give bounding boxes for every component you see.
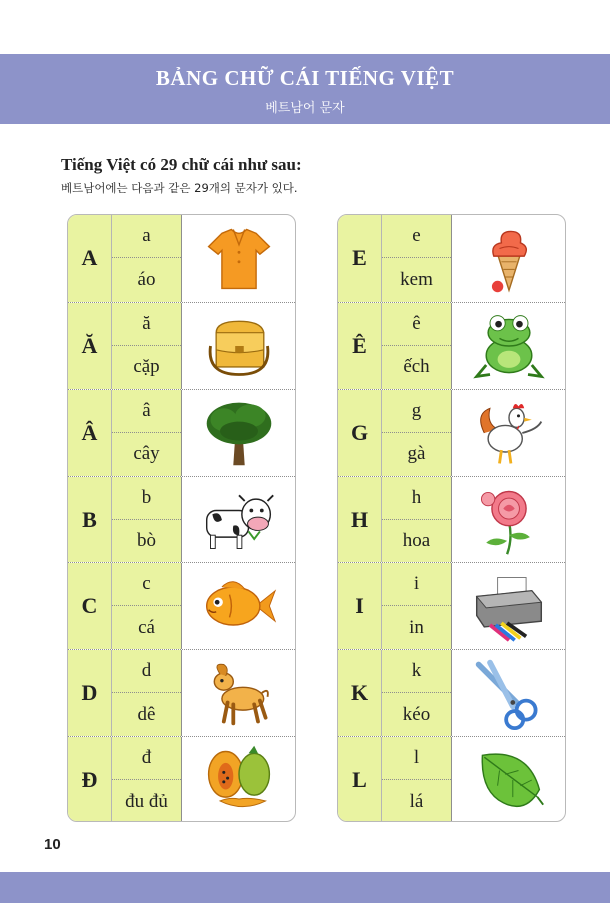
picture-cell [182,737,295,822]
tree-icon [200,395,278,471]
lowercase-letter: k [382,650,451,693]
words-cell [112,650,182,736]
lowercase-letter: â [112,390,181,433]
letter-cell: Â [68,390,112,476]
example-word: dê [137,703,156,725]
example-word: bò [137,529,156,551]
lowercase-letter: l [382,737,451,780]
picture-cell [452,477,565,563]
header-banner [0,54,610,124]
example-word: cá [138,616,155,638]
words-cell [382,215,452,302]
fish-icon [200,568,278,644]
lowercase-letter: d [112,650,181,693]
words-cell [382,303,452,389]
picture-cell [182,563,295,649]
alphabet-table-right [337,214,566,822]
lowercase-letter: đ [112,737,181,780]
picture-cell [452,737,565,822]
ice-cream-icon [470,220,548,296]
picture-cell [182,650,295,736]
lowercase-letter: g [382,390,451,433]
table-row [68,302,295,389]
picture-cell [452,390,565,476]
table-row [68,562,295,649]
table-row [338,476,565,563]
goat-icon [200,655,278,731]
words-cell [112,737,182,822]
scissors-icon [470,655,548,731]
lowercase-letter: ă [112,303,181,346]
example-word: cặp [133,356,160,378]
table-row [338,736,565,822]
letter-cell: D [68,650,112,736]
table-row [68,649,295,736]
letter-cell: Ê [338,303,382,389]
picture-cell [452,215,565,302]
table-row [68,215,295,302]
lowercase-letter: a [112,215,181,258]
shirt-icon [200,220,278,296]
cow-icon [200,482,278,558]
lowercase-letter: c [112,563,181,606]
example-word: in [409,616,424,638]
words-cell [382,737,452,822]
letter-cell: H [338,477,382,563]
letter-cell: E [338,215,382,302]
lowercase-letter: i [382,563,451,606]
example-word: hoa [402,529,431,551]
table-row [338,215,565,302]
leaf-icon [470,742,548,818]
picture-cell [182,215,295,302]
letter-cell: G [338,390,382,476]
rooster-icon [470,395,548,471]
example-word: áo [137,269,156,291]
page-subtitle: 베트남어 문자 [265,101,345,116]
lowercase-letter: h [382,477,451,520]
picture-cell [452,563,565,649]
lowercase-letter: b [112,477,181,520]
frog-icon [470,308,548,384]
printer-icon [470,568,548,644]
words-cell [382,650,452,736]
example-word: kéo [402,703,431,725]
picture-cell [452,303,565,389]
words-cell [112,215,182,302]
letter-cell: I [338,563,382,649]
example-word: cây [133,443,160,465]
alphabet-table-left [67,214,296,822]
example-word: lá [409,790,424,812]
letter-cell: C [68,563,112,649]
letter-cell: Ă [68,303,112,389]
lowercase-letter: e [382,215,451,258]
words-cell [382,563,452,649]
footer-bar [0,872,610,903]
table-row [68,389,295,476]
picture-cell [182,390,295,476]
letter-cell: A [68,215,112,302]
flower-icon [470,482,548,558]
lowercase-letter: ê [382,303,451,346]
bag-icon [200,308,278,384]
picture-cell [182,477,295,563]
intro-korean: 베트남어에는 다음과 같은 29개의 문자가 있다. [61,181,298,195]
words-cell [382,477,452,563]
words-cell [112,477,182,563]
picture-cell [182,303,295,389]
letter-cell: K [338,650,382,736]
table-row [338,562,565,649]
example-word: đu đủ [125,790,168,812]
papaya-icon [200,742,278,818]
picture-cell [452,650,565,736]
example-word: kem [400,269,433,291]
example-word: ếch [403,356,430,378]
table-row [68,736,295,822]
words-cell [112,390,182,476]
words-cell [112,563,182,649]
page-title: BẢNG CHỮ CÁI TIẾNG VIỆT [155,66,455,90]
words-cell [382,390,452,476]
words-cell [112,303,182,389]
letter-cell: L [338,737,382,822]
letter-cell: B [68,477,112,563]
table-row [338,649,565,736]
table-row [338,302,565,389]
page-number: 10 [44,836,61,853]
intro-vietnamese: Tiếng Việt có 29 chữ cái như sau: [61,155,302,174]
example-word: gà [407,443,426,465]
table-row [338,389,565,476]
letter-cell: Đ [68,737,112,822]
table-row [68,476,295,563]
